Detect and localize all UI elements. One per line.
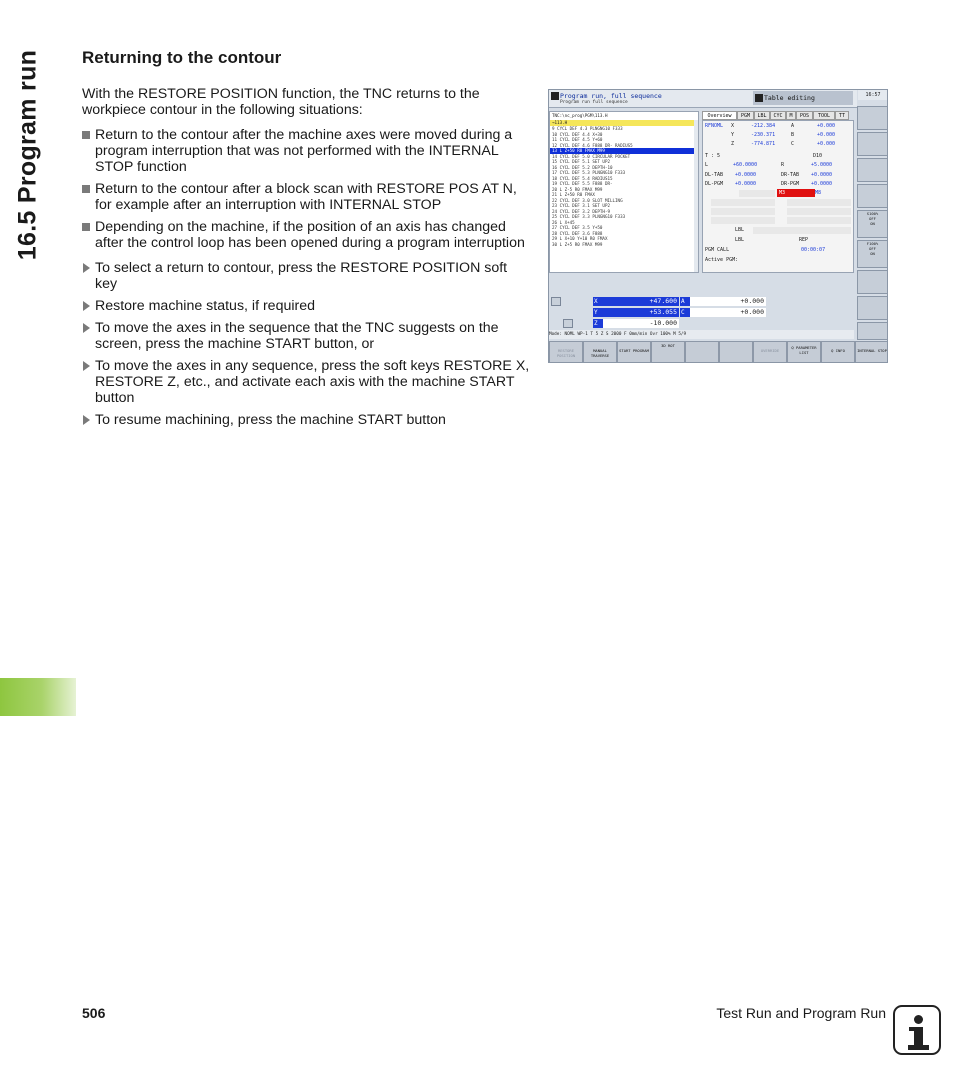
chapter-color-tab	[0, 678, 76, 716]
status-z-value: -774.871	[751, 141, 776, 147]
situation-item: Return to the contour after the machine axes were moved during a program interruption that was not performed with the INTERNAL STOP function	[82, 127, 530, 175]
tnc-screenshot	[548, 89, 888, 363]
vkey-machine-1[interactable]	[857, 106, 888, 130]
status-pgm-call: PGM CALL	[705, 247, 730, 253]
spindle-override-label: S100%	[866, 211, 879, 216]
softkey-override[interactable]: OVERRIDE	[753, 341, 787, 363]
tab-lbl[interactable]: LBL	[754, 111, 770, 120]
status-lbl-1: LBL	[735, 227, 745, 233]
status-y-label: Y	[731, 132, 735, 138]
mode-subtitle: Program run full sequence	[560, 100, 628, 105]
tab-pgm[interactable]: PGM	[737, 111, 754, 120]
tab-tt[interactable]: TT	[835, 111, 849, 120]
program-path: TNC:\nc_prog\PGM\113.H	[552, 113, 608, 118]
status-lbl-field	[753, 227, 851, 234]
softkey-blank-1[interactable]	[685, 341, 719, 363]
program-line[interactable]: 15 CYCL DEF 5.1 SET UP2	[552, 159, 610, 164]
status-c-label: C	[791, 141, 795, 147]
status-l-value: +60.0000	[733, 162, 758, 168]
axis-c-label: C	[680, 308, 690, 317]
program-line[interactable]: 10 CYCL DEF 4.4 X+30	[552, 131, 603, 137]
program-line[interactable]: 23 CYCL DEF 3.1 SET UP2	[552, 203, 610, 208]
softkey-row	[549, 341, 888, 363]
secondary-mode	[753, 91, 853, 105]
page-number: 506	[82, 1005, 106, 1021]
tab-tool[interactable]: TOOL	[813, 111, 835, 120]
status-x-value: -212.384	[751, 123, 776, 129]
status-c-value: +0.000	[817, 141, 836, 147]
tab-m[interactable]: M	[786, 111, 796, 120]
feed-override-label: F100%	[866, 241, 879, 246]
vkey-blank[interactable]	[857, 184, 888, 208]
position-display	[549, 296, 854, 330]
machine-icon	[551, 297, 561, 306]
status-lbl-2: LBL	[735, 237, 745, 243]
program-line[interactable]: 21 L Z+50 R0 FMAX	[552, 192, 595, 197]
vkey-machine-2[interactable]	[857, 132, 888, 156]
status-field	[787, 208, 851, 215]
program-line[interactable]: 14 CYCL DEF 5.0 CIRCULAR POCKET	[552, 153, 631, 159]
feed-on-label: ON	[870, 251, 875, 256]
axis-a-label: A	[680, 297, 690, 306]
status-overview	[702, 120, 854, 273]
status-active-pgm: Active PGM:	[705, 257, 739, 263]
feed-override-key[interactable]	[857, 240, 888, 268]
status-z-label: Z	[731, 141, 735, 147]
status-drpgm-label: DR-PGM	[781, 181, 800, 187]
footer-chapter: Test Run and Program Run	[716, 1005, 886, 1021]
status-b-value: +0.000	[817, 132, 836, 138]
status-rep: REP	[799, 237, 809, 243]
step-item: To select a return to contour, press the RESTORE POSITION soft key	[82, 260, 530, 292]
status-dlpgm-label: DL-PGM	[705, 181, 724, 187]
program-line[interactable]: 20 L Z-5 R0 FMAX M99	[552, 186, 603, 192]
step-item: To move the axes in any sequence, press the soft keys RESTORE X, RESTORE Z, etc., and activate each axis with the machine START button	[82, 358, 530, 406]
softkey-restore-position[interactable]: RESTORE POSITION	[549, 341, 583, 363]
status-dlpgm-value: +0.0000	[735, 181, 757, 187]
feed-off-label: OFF	[869, 246, 876, 251]
status-dltab-value: +0.0000	[735, 172, 757, 178]
program-line[interactable]: 30 L Z+5 R0 FMAX M99	[552, 241, 603, 247]
vkey-blank[interactable]	[857, 322, 888, 340]
program-line[interactable]: 13 L Z+50 R0 FMAX M99	[550, 148, 698, 154]
info-icon	[893, 1005, 941, 1055]
status-y-value: -230.371	[751, 132, 776, 138]
softkey-start-program[interactable]: START PROGRAM	[617, 341, 651, 363]
program-line[interactable]: 29 L X+10 Y+10 R0 FMAX	[552, 236, 608, 241]
status-drtab-label: DR-TAB	[781, 172, 800, 178]
status-tabs	[702, 111, 857, 120]
softkey-internal-stop[interactable]: INTERNAL STOP	[855, 341, 888, 363]
status-field	[787, 217, 851, 224]
tab-overview[interactable]: Overview	[702, 111, 737, 120]
axis-c-value: +0.000	[690, 308, 766, 317]
program-line[interactable]: 27 CYCL DEF 3.5 Y+50	[552, 225, 603, 230]
secondary-mode-label: Table editing	[764, 94, 815, 102]
program-line[interactable]: 9 CYCL DEF 4.3 PLNGNG10 F333	[552, 126, 623, 131]
program-line[interactable]: 25 CYCL DEF 3.3 PLNGNG10 F333	[552, 214, 626, 219]
program-line[interactable]: 28 CYCL DEF 3.6 F888	[552, 230, 603, 236]
mode-title: Program run, full sequence	[560, 92, 662, 100]
section-side-title: 16.5 Program run	[13, 49, 42, 261]
status-field	[711, 217, 775, 224]
status-blank-field	[739, 190, 775, 197]
axis-z-value: -10.000	[603, 319, 679, 328]
step-item: To resume machining, press the machine START button	[82, 412, 530, 428]
axis-y-value: +53.055	[603, 308, 679, 317]
program-line[interactable]: 12 CYCL DEF 4.6 F888 DR- RADIUS5	[552, 142, 633, 148]
axis-x-label: X	[593, 297, 603, 306]
status-l-label: L	[705, 162, 709, 168]
step-item: Restore machine status, if required	[82, 298, 530, 314]
vkey-blank[interactable]	[857, 270, 888, 294]
status-drpgm-value: +0.0000	[811, 181, 833, 187]
softkey-3d-rot[interactable]: 3D ROT	[651, 341, 685, 363]
axis-y-label: Y	[593, 308, 603, 317]
status-field	[711, 199, 775, 206]
clock: 16:57	[858, 90, 888, 100]
spindle-off-label: OFF	[869, 216, 876, 221]
program-lines	[550, 126, 698, 247]
status-field	[787, 199, 851, 206]
program-line[interactable]: 22 CYCL DEF 3.0 SLOT MILLING	[552, 197, 623, 203]
tab-cyc[interactable]: CYC	[770, 111, 786, 120]
refnom-label: RFNOML	[705, 123, 724, 129]
program-window	[549, 111, 699, 273]
status-r-label: R	[781, 162, 785, 168]
vkey-blank[interactable]	[857, 296, 888, 320]
situation-item: Return to the contour after a block scan with RESTORE POS AT N, for example after an interruption with INTERNAL STOP	[82, 181, 530, 213]
status-b-label: B	[791, 132, 795, 138]
program-line[interactable]: 19 CYCL DEF 5.5 F888 DR-	[552, 181, 613, 186]
vkey-machine-3[interactable]	[857, 158, 888, 182]
tab-pos[interactable]: POS	[796, 111, 813, 120]
softkey-manual-traverse[interactable]: MANUAL TRAVERSE	[583, 341, 617, 363]
status-bar: Mode: NOML WP-1 T 5 Z S 2000 F 0mm/min Ovr 100% M 5/9	[549, 330, 854, 339]
status-a-label: A	[791, 123, 795, 129]
program-line[interactable]: 16 CYCL DEF 5.2 DEPTH-10	[552, 164, 613, 170]
program-line[interactable]: 24 CYCL DEF 3.2 DEPTH-9	[552, 208, 610, 214]
spindle-override-key[interactable]	[857, 210, 888, 238]
program-line[interactable]: 11 CYCL DEF 4.5 Y+60	[552, 137, 603, 142]
program-run-icon	[551, 92, 559, 100]
status-field	[711, 208, 775, 215]
status-tool: T : 5	[705, 153, 721, 159]
body-text	[82, 86, 530, 434]
status-a-value: +0.000	[817, 123, 836, 129]
program-scrollbar[interactable]	[694, 120, 698, 272]
mode-bar	[549, 90, 857, 108]
axis-a-value: +0.000	[690, 297, 766, 306]
status-dltab-label: DL-TAB	[705, 172, 724, 178]
softkey-q-parameter-list[interactable]: Q PARAMETER LIST	[787, 341, 821, 363]
program-line[interactable]: 26 L X+45	[552, 219, 575, 225]
situation-item: Depending on the machine, if the position of an axis has changed after the control loop has been opened during a program interruption	[82, 219, 530, 251]
program-line[interactable]: 17 CYCL DEF 5.3 PLNGNG10 F333	[552, 170, 626, 175]
status-m8: M8	[815, 190, 822, 196]
axis-z-label: Z	[593, 319, 603, 328]
vertical-softkeys	[857, 102, 888, 340]
status-tool-d: D10	[813, 153, 823, 159]
step-item: To move the axes in the sequence that the TNC suggests on the screen, press the machine START button, or	[82, 320, 530, 352]
section-heading: Returning to the contour	[82, 48, 282, 67]
status-time: 00:00:07	[801, 247, 826, 253]
program-line[interactable]: 18 CYCL DEF 5.4 RADIUS15	[552, 175, 613, 181]
spindle-on-label: ON	[870, 221, 875, 226]
status-r-value: +5.0000	[811, 162, 833, 168]
softkey-blank-2[interactable]	[719, 341, 753, 363]
workpiece-icon	[563, 319, 573, 328]
status-m3: M3	[777, 189, 815, 197]
status-x-label: X	[731, 123, 735, 129]
intro-paragraph: With the RESTORE POSITION function, the TNC returns to the workpiece contour in the following situations:	[82, 86, 480, 118]
program-subpath: →113.H	[550, 120, 698, 126]
table-edit-icon	[755, 94, 763, 102]
axis-x-value: +47.600	[603, 297, 679, 306]
status-drtab-value: +0.0000	[811, 172, 833, 178]
softkey-q-info[interactable]: Q INFO	[821, 341, 855, 363]
